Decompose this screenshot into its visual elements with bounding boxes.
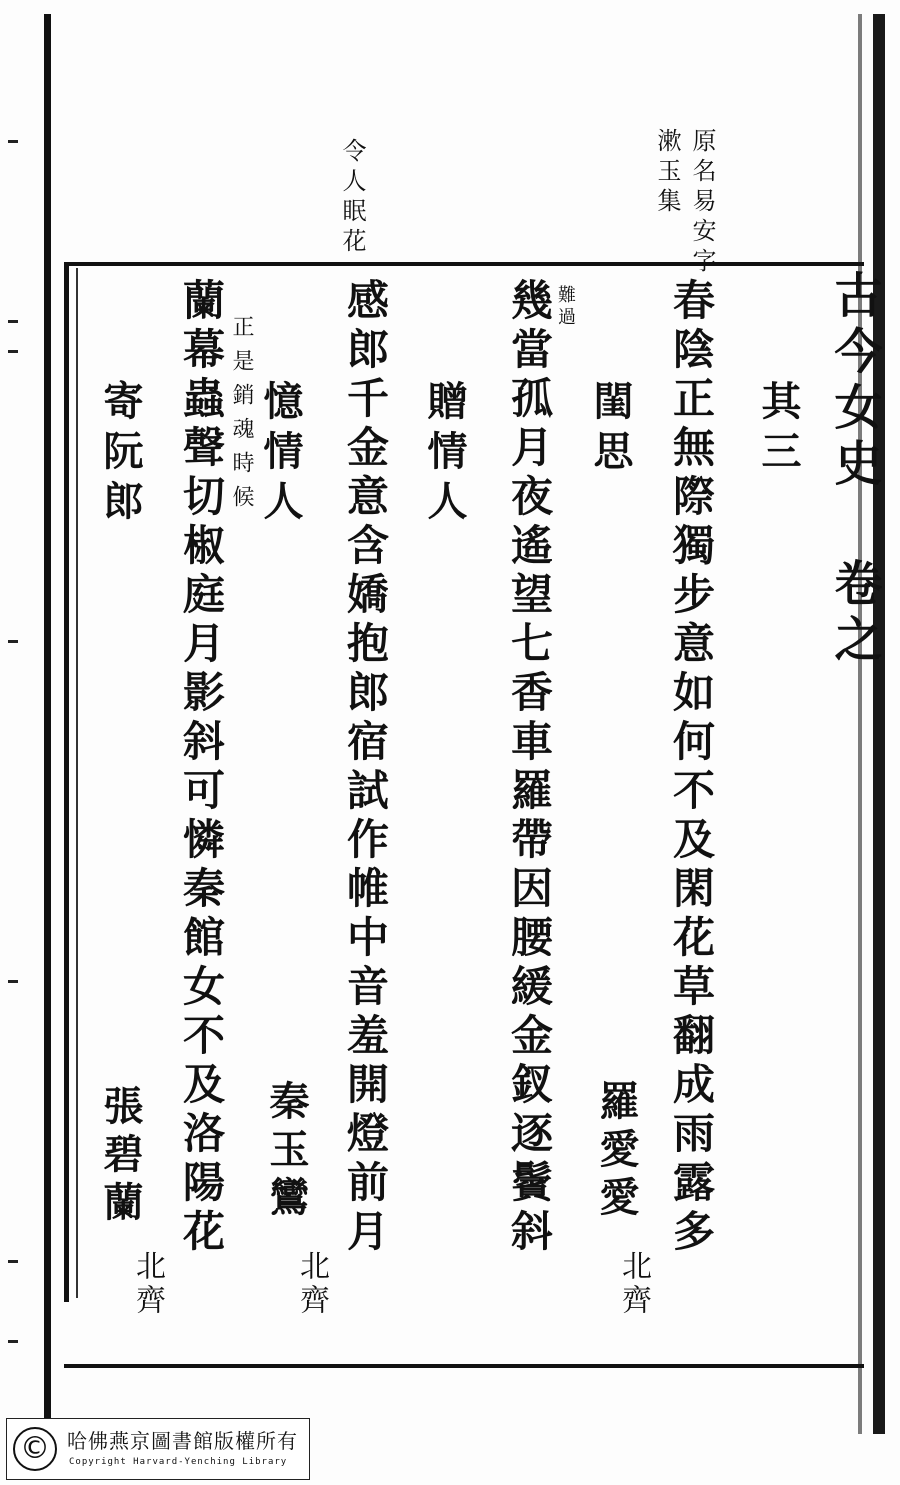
poem-text: 春陰正無際獨步意如何不及閑花草翻成雨露多 (667, 278, 716, 1258)
margin-mark (8, 1260, 18, 1263)
poem-heading: 其三 (755, 380, 802, 480)
poem-gloss: 正是銷魂時候 (229, 315, 254, 519)
poem-author: 秦玉鸞 (263, 1080, 310, 1224)
scan-edge-right (873, 14, 885, 1434)
collection-note: 漱玉集 (653, 128, 681, 218)
poem-title: 閨思 (587, 380, 634, 480)
margin-mark (8, 350, 18, 353)
margin-marks (8, 120, 22, 1380)
poem-gloss: 難過 (555, 285, 576, 329)
poem-author: 張碧蘭 (97, 1085, 144, 1229)
copyright-chinese: 哈佛燕京圖書館版權所有 (67, 1429, 298, 1453)
page-frame-left-inner (76, 268, 78, 1298)
poem-text: 蘭幕蟲聲切椒庭月影斜可憐秦館女不及洛陽花 (177, 278, 226, 1258)
margin-mark (8, 320, 18, 323)
poem-dynasty: 北齊 (294, 1250, 329, 1318)
poem-dynasty: 北齊 (130, 1250, 165, 1318)
margin-mark (8, 140, 18, 143)
copyright-stamp (6, 1418, 310, 1480)
book-title: 古今女史 卷之 (826, 270, 882, 670)
tune-title-note: 令人眠花 (338, 138, 366, 258)
copyright-english: Copyright Harvard-Yenching Library (69, 1457, 288, 1467)
poem-dynasty: 北齊 (616, 1250, 651, 1318)
margin-mark (8, 1340, 18, 1343)
poem-author: 羅愛愛 (593, 1080, 640, 1224)
poem-title: 贈情人 (421, 380, 468, 530)
page-frame-left (64, 262, 69, 1302)
margin-mark (8, 980, 18, 983)
poem-title: 憶情人 (257, 380, 304, 530)
copyright-icon: © (13, 1427, 57, 1471)
poem-title: 寄阮郎 (97, 380, 144, 530)
poem-text: 幾當孤月夜遙望七香車羅帶因腰緩金釵逐鬢斜 (505, 278, 554, 1258)
margin-mark (8, 640, 18, 643)
author-note: 原名易安字 (688, 128, 716, 278)
scan-edge-left (44, 14, 51, 1434)
poem-text: 感郎千金意含嬌抱郎宿試作帷中音羞開燈前月 (341, 278, 390, 1258)
